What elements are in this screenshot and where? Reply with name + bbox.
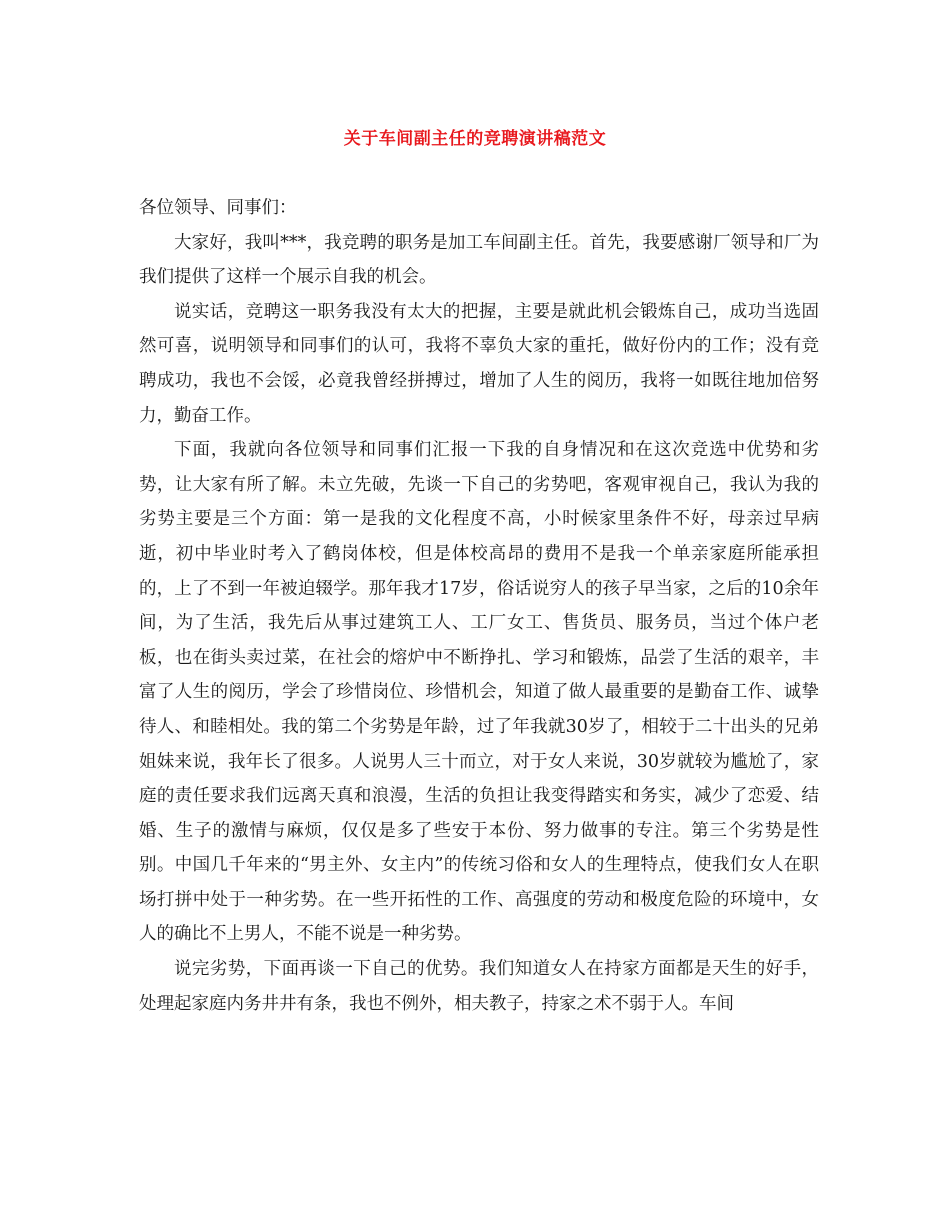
paragraph-1: 大家好，我叫***，我竞聘的职务是加工车间副主任。首先，我要感谢厂领导和厂为我们提供了这样一个展示自我的机会。: [139, 232, 819, 288]
paragraph-4: 说完劣势，下面再谈一下自己的优势。我们知道女人在持家方面都是天生的好手，处理起家庭内务井井有条，我也不例外，相夫教子，持家之术不弱于人。车间: [139, 959, 819, 1014]
paragraph-3: 下面，我就向各位领导和同事们汇报一下我的自身情况和在这次竞选中优势和劣势，让大家有所了解。未立先破，先谈一下自己的劣势吧，客观审视自己，我认为我的劣势主要是三个方面：第一是我的文化程度不高，小时候家里条件不好，母亲过早病逝，初中毕业时考入了鹤岗体校，但是体校高昂的费用不是我一个单亲家庭所能承担的，上了不到一年被迫辍学。那年我才17岁，俗话说穷人的孩子早当家，之后的10余年间，为了生活，我先后从事过建筑工人、工厂女工、售货员、服务员，当过个体户老板，也在街头卖过菜，在社会的熔炉中不断挣扎、学习和锻炼，品尝了生活的艰辛，丰富了人生的阅历，学会了珍惜岗位、珍惜机会，知道了做人最重要的是勤奋工作、诚挚待人、和睦相处。我的第二个劣势是年龄，过了年我就30岁了，相较于二十出头的兄弟姐妹来说，我年长了很多。人说男人三十而立，对于女人来说，30岁就较为尴尬了，家庭的责任要求我们远离天真和浪漫，生活的负担让我变得踏实和务实，减少了恋爱、结婚、生子的激情与麻烦，仅仅是多了些安于本份、努力做事的专注。第三个劣势是性别。中国几千年来的“男主外、女主内”的传统习俗和女人的生理特点，使我们女人在职场打拼中处于一种劣势。在一些开拓性的工作、高强度的劳动和极度危险的环境中，女人的确比不上男人，不能不说是一种劣势。: [139, 440, 819, 945]
salutation: 各位领导、同事们：: [139, 198, 297, 218]
document-body: [139, 191, 819, 1021]
document-title: 关于车间副主任的竞聘演讲稿范文: [343, 129, 607, 149]
paragraph-2: 说实话，竞聘这一职务我没有太大的把握，主要是就此机会锻炼自己，成功当选固然可喜，说明领导和同事们的认可，我将不辜负大家的重托，做好份内的工作；没有竞聘成功，我也不会馁，必竟我曾经拼搏过，增加了人生的阅历，我将一如既往地加倍努力，勤奋工作。: [139, 301, 819, 426]
